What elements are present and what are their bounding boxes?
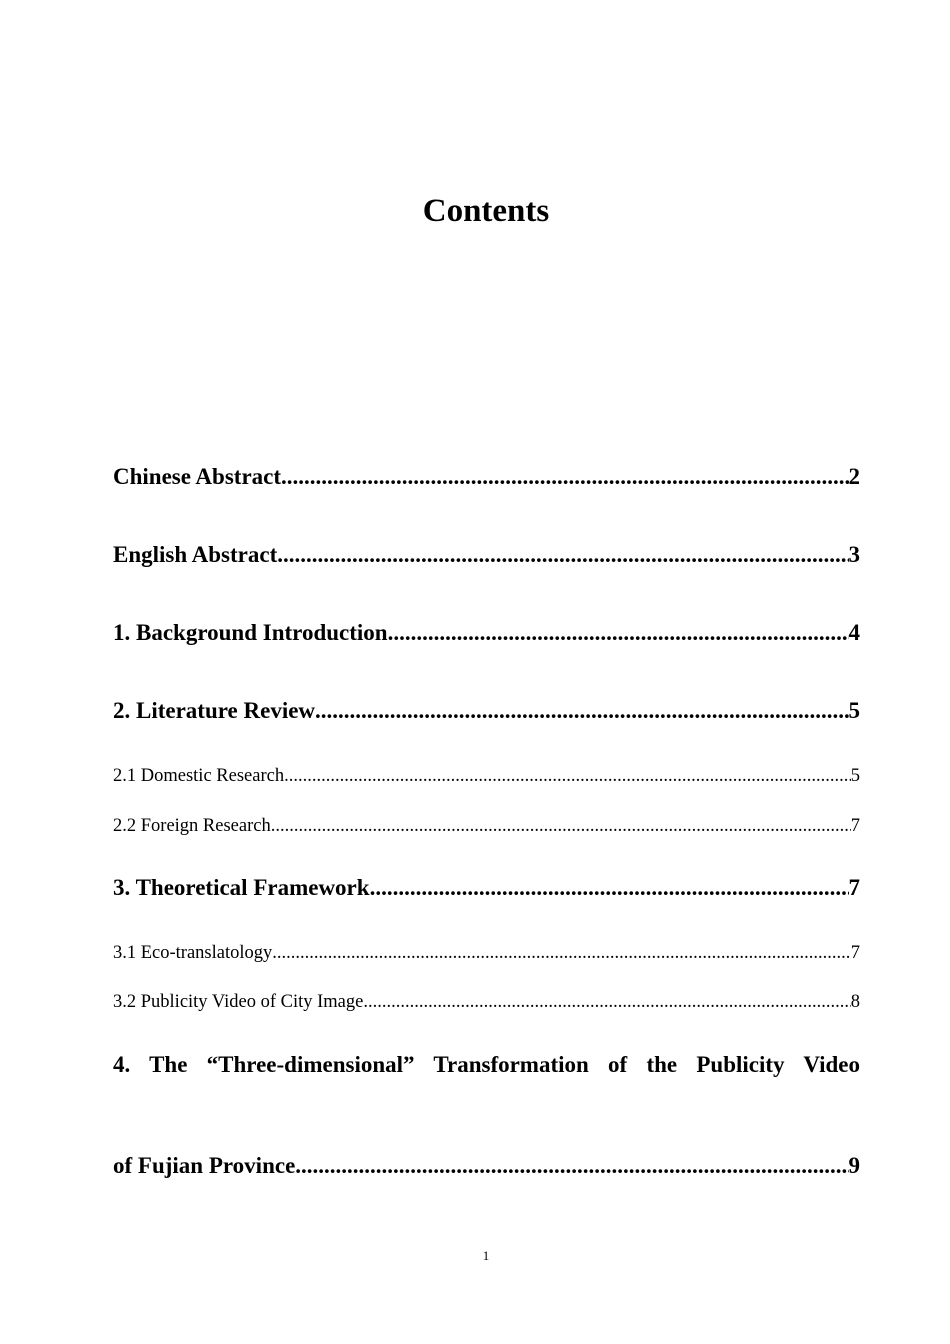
toc-entry-page: 8 bbox=[850, 992, 860, 1012]
toc-entry-label: 2.1 Domestic Research bbox=[113, 766, 285, 786]
toc-entry-page: 2 bbox=[848, 464, 860, 489]
toc-entry-domestic-research[interactable] bbox=[113, 764, 860, 788]
toc-leader-dots bbox=[363, 990, 850, 1014]
toc-entry-background-introduction[interactable] bbox=[113, 618, 860, 648]
toc-entry-transformation-line2[interactable] bbox=[113, 1151, 860, 1181]
toc-entry-page: 3 bbox=[848, 542, 860, 567]
toc-leader-dots bbox=[277, 540, 848, 570]
toc-entry-label: 3.2 Publicity Video of City Image bbox=[113, 992, 364, 1012]
page-number-footer: 1 bbox=[482, 1248, 490, 1263]
toc-entry-eco-translatology[interactable] bbox=[113, 941, 860, 965]
toc-entry-transformation-line1[interactable]: 4. The “Three-dimensional” Transformation of the Publicity Video bbox=[113, 1052, 860, 1077]
toc-leader-dots bbox=[295, 1151, 848, 1181]
toc-entry-publicity-video-city-image[interactable] bbox=[113, 990, 860, 1014]
toc-entry-chinese-abstract[interactable] bbox=[113, 462, 860, 492]
toc-entry-label: 1. Background Introduction bbox=[113, 620, 388, 645]
toc-entry-page: 9 bbox=[848, 1153, 860, 1178]
toc-entry-label: English Abstract bbox=[113, 542, 278, 567]
toc-entry-page: 5 bbox=[850, 766, 860, 786]
toc-entry-page: 7 bbox=[848, 875, 860, 900]
toc-entry-label: 2.2 Foreign Research bbox=[113, 816, 271, 836]
toc-entry-label: of Fujian Province bbox=[113, 1153, 296, 1178]
toc-entry-page: 7 bbox=[850, 943, 860, 963]
toc-entry-label: 3. Theoretical Framework bbox=[113, 875, 370, 900]
toc-leader-dots bbox=[388, 618, 849, 648]
toc-entry-page: 5 bbox=[848, 698, 860, 723]
toc-entry-page: 4 bbox=[848, 620, 860, 645]
toc-leader-dots bbox=[272, 941, 850, 965]
toc-entry-foreign-research[interactable] bbox=[113, 814, 860, 838]
toc-entry-label: Chinese Abstract bbox=[113, 464, 282, 489]
toc-leader-dots bbox=[271, 814, 851, 838]
toc-entry-literature-review[interactable] bbox=[113, 696, 860, 726]
toc-entry-english-abstract[interactable] bbox=[113, 540, 860, 570]
toc-entry-page: 7 bbox=[850, 816, 860, 836]
toc-entry-theoretical-framework[interactable] bbox=[113, 873, 860, 903]
toc-leader-dots bbox=[284, 764, 851, 788]
toc-entry-label: 2. Literature Review bbox=[113, 698, 316, 723]
contents-title: Contents bbox=[422, 193, 550, 229]
toc-leader-dots bbox=[281, 462, 848, 492]
toc-leader-dots bbox=[315, 696, 848, 726]
toc-entry-label: 3.1 Eco-translatology bbox=[113, 943, 273, 963]
toc-leader-dots bbox=[370, 873, 849, 903]
